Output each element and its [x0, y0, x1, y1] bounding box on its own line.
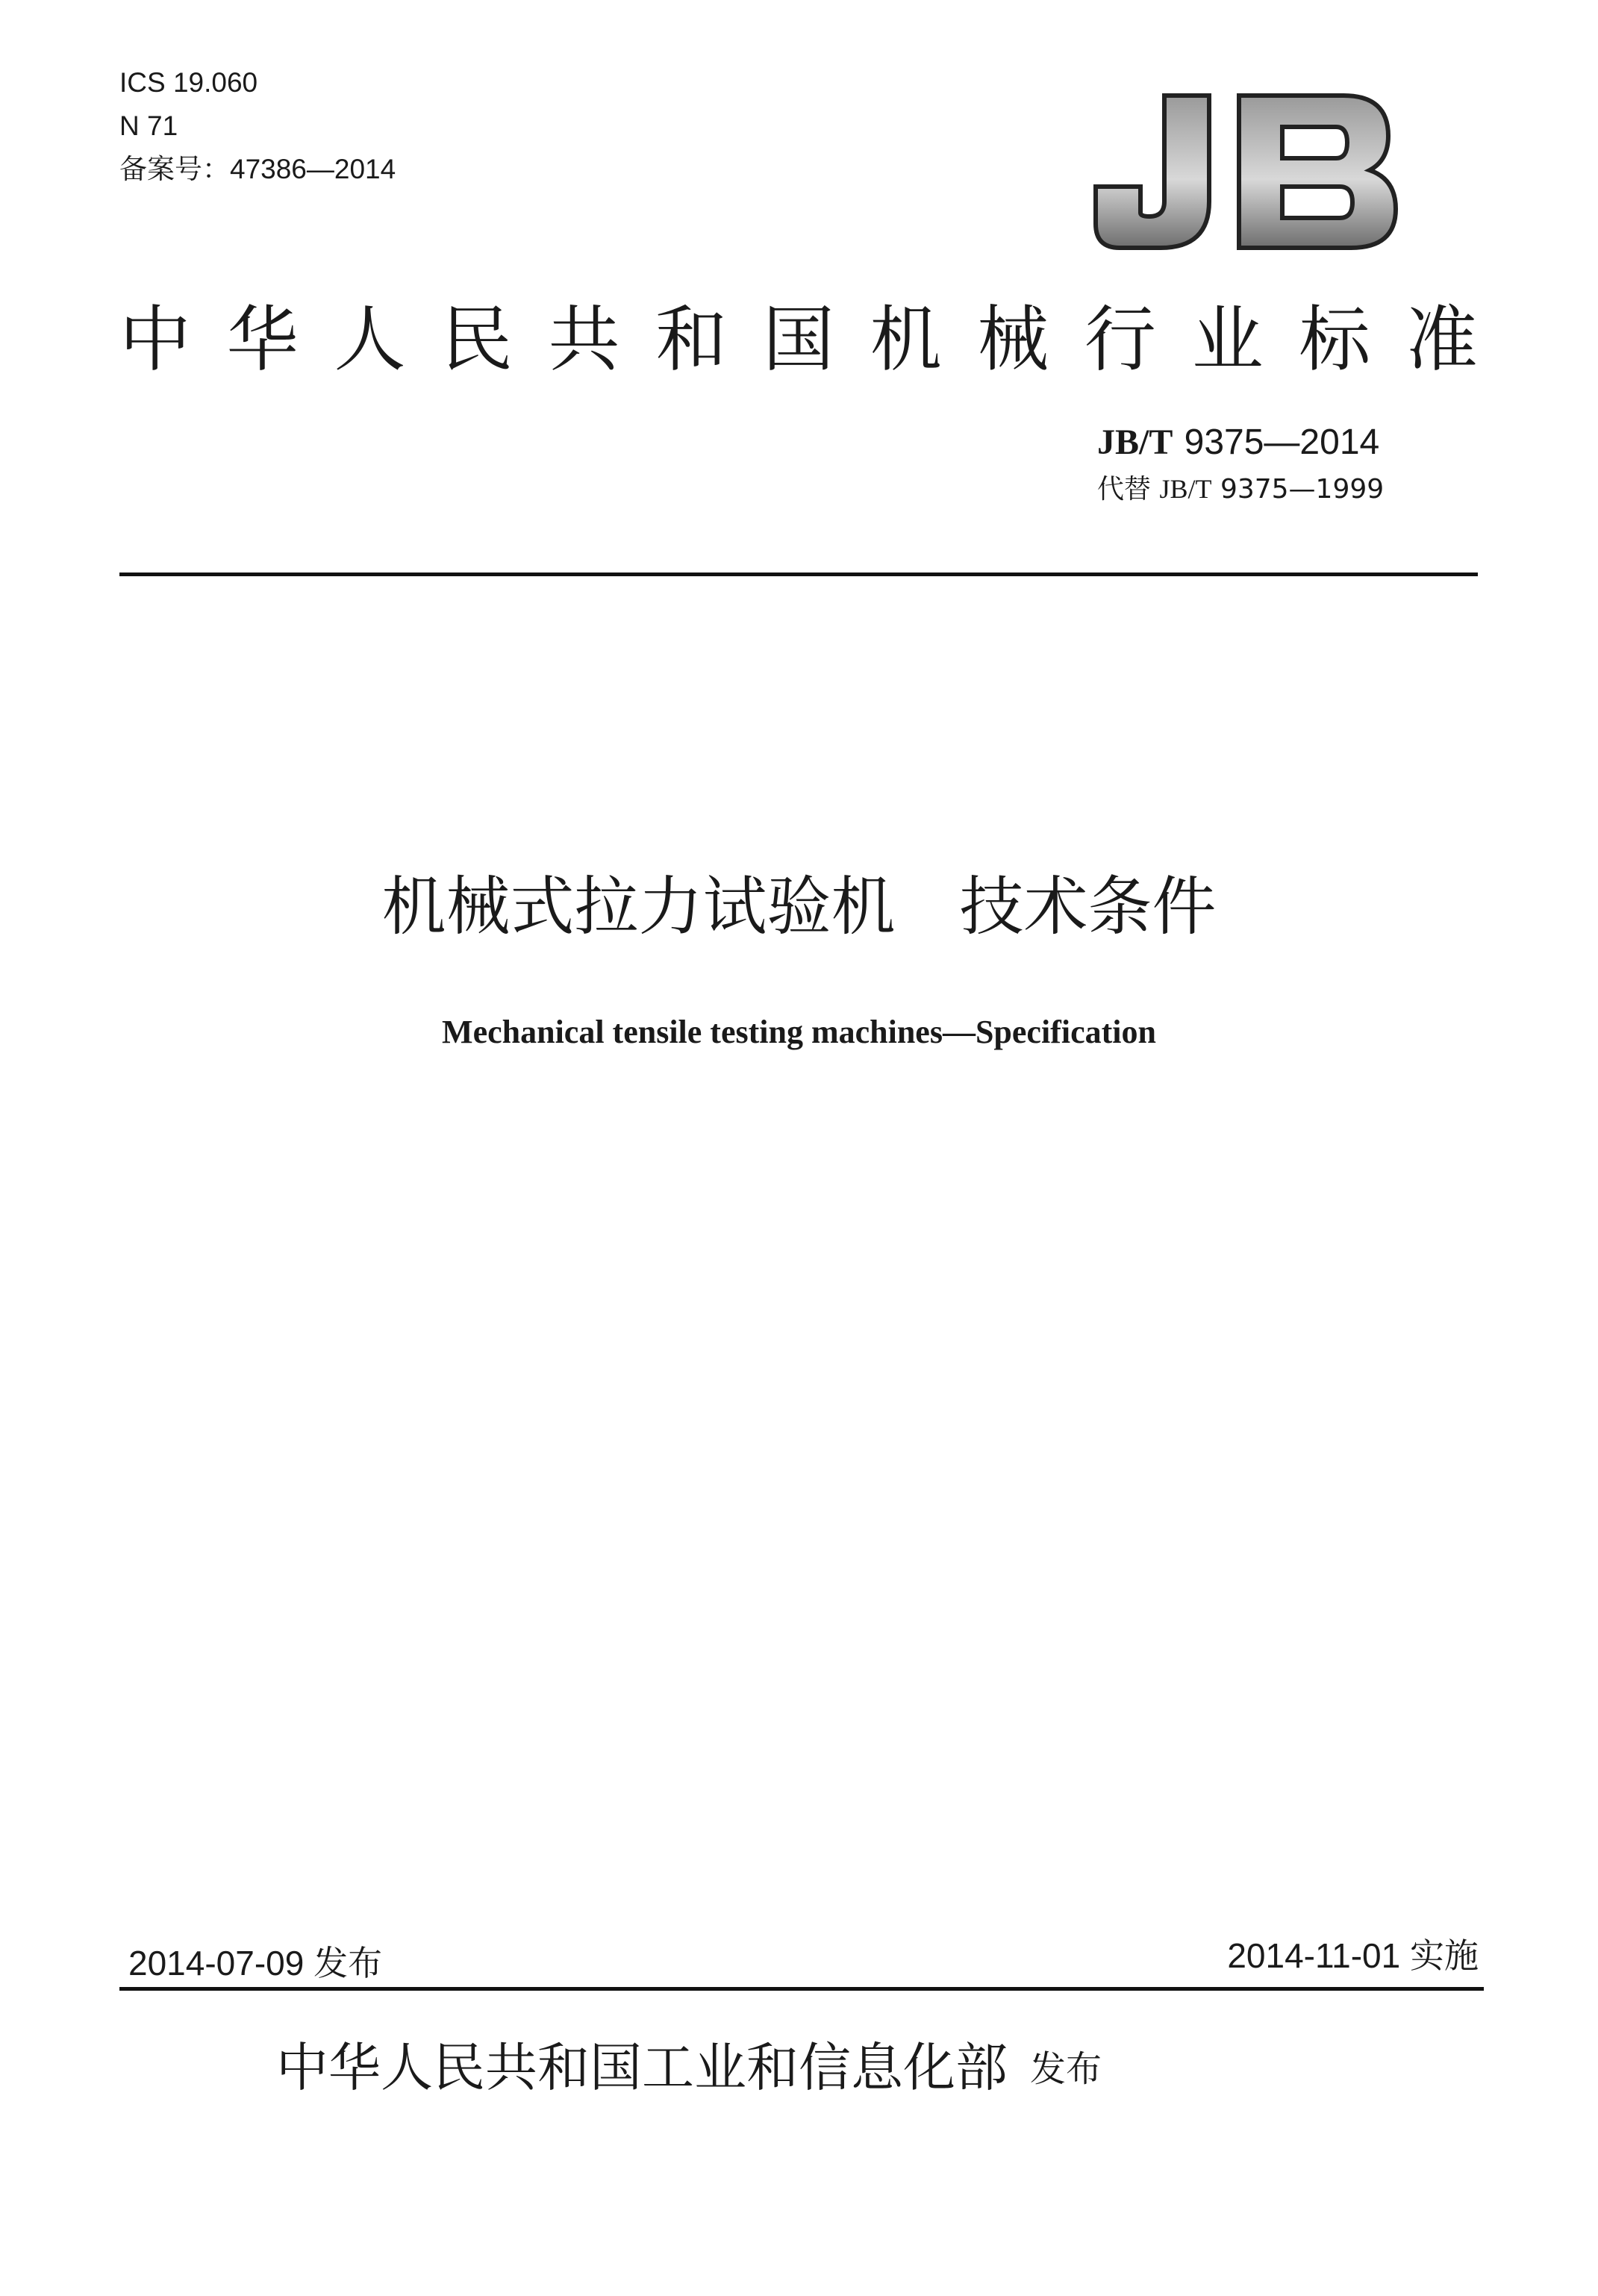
- org-title-char: 行: [1084, 298, 1156, 381]
- replaces-standard: 代替 JB/T 9375—1999: [1097, 474, 1385, 505]
- org-title-char: 中: [119, 298, 191, 381]
- org-title-char: 国: [762, 298, 834, 381]
- issuing-organization-title: [119, 295, 1478, 384]
- org-title-char: 准: [1405, 298, 1478, 381]
- standard-code: JB/T 9375—2014: [1097, 422, 1380, 462]
- issue-date: 2014-07-09 发布: [128, 1944, 383, 1983]
- ics-code: ICS 19.060: [119, 67, 258, 98]
- org-title-char: 华: [226, 298, 299, 381]
- publisher-suffix: 发布: [1030, 2048, 1102, 2090]
- effective-date: 2014-11-01 实施: [1227, 1936, 1479, 1975]
- footer-divider: [119, 1987, 1484, 1991]
- org-title-char: 械: [977, 298, 1049, 381]
- org-title-char: 标: [1299, 298, 1371, 381]
- header-divider: [119, 573, 1478, 576]
- org-title-char: 共: [548, 298, 620, 381]
- jb-logo: [1090, 90, 1403, 254]
- org-title-char: 和: [655, 298, 728, 381]
- ccs-code: N 71: [119, 110, 178, 141]
- org-title-char: 业: [1191, 298, 1264, 381]
- document-title-english: Mechanical tensile testing machines—Specification: [442, 1014, 1156, 1050]
- record-number: 备案号：47386—2014: [119, 154, 396, 184]
- org-title-char: 人: [334, 298, 406, 381]
- org-title-char: 民: [440, 298, 513, 381]
- publisher: [276, 2034, 1102, 2103]
- publisher-name: 中华人民共和国工业和信息化部: [276, 2037, 1008, 2098]
- document-title-chinese: 机械式拉力试验机 技术条件: [381, 870, 1217, 944]
- org-title-char: 机: [870, 298, 942, 381]
